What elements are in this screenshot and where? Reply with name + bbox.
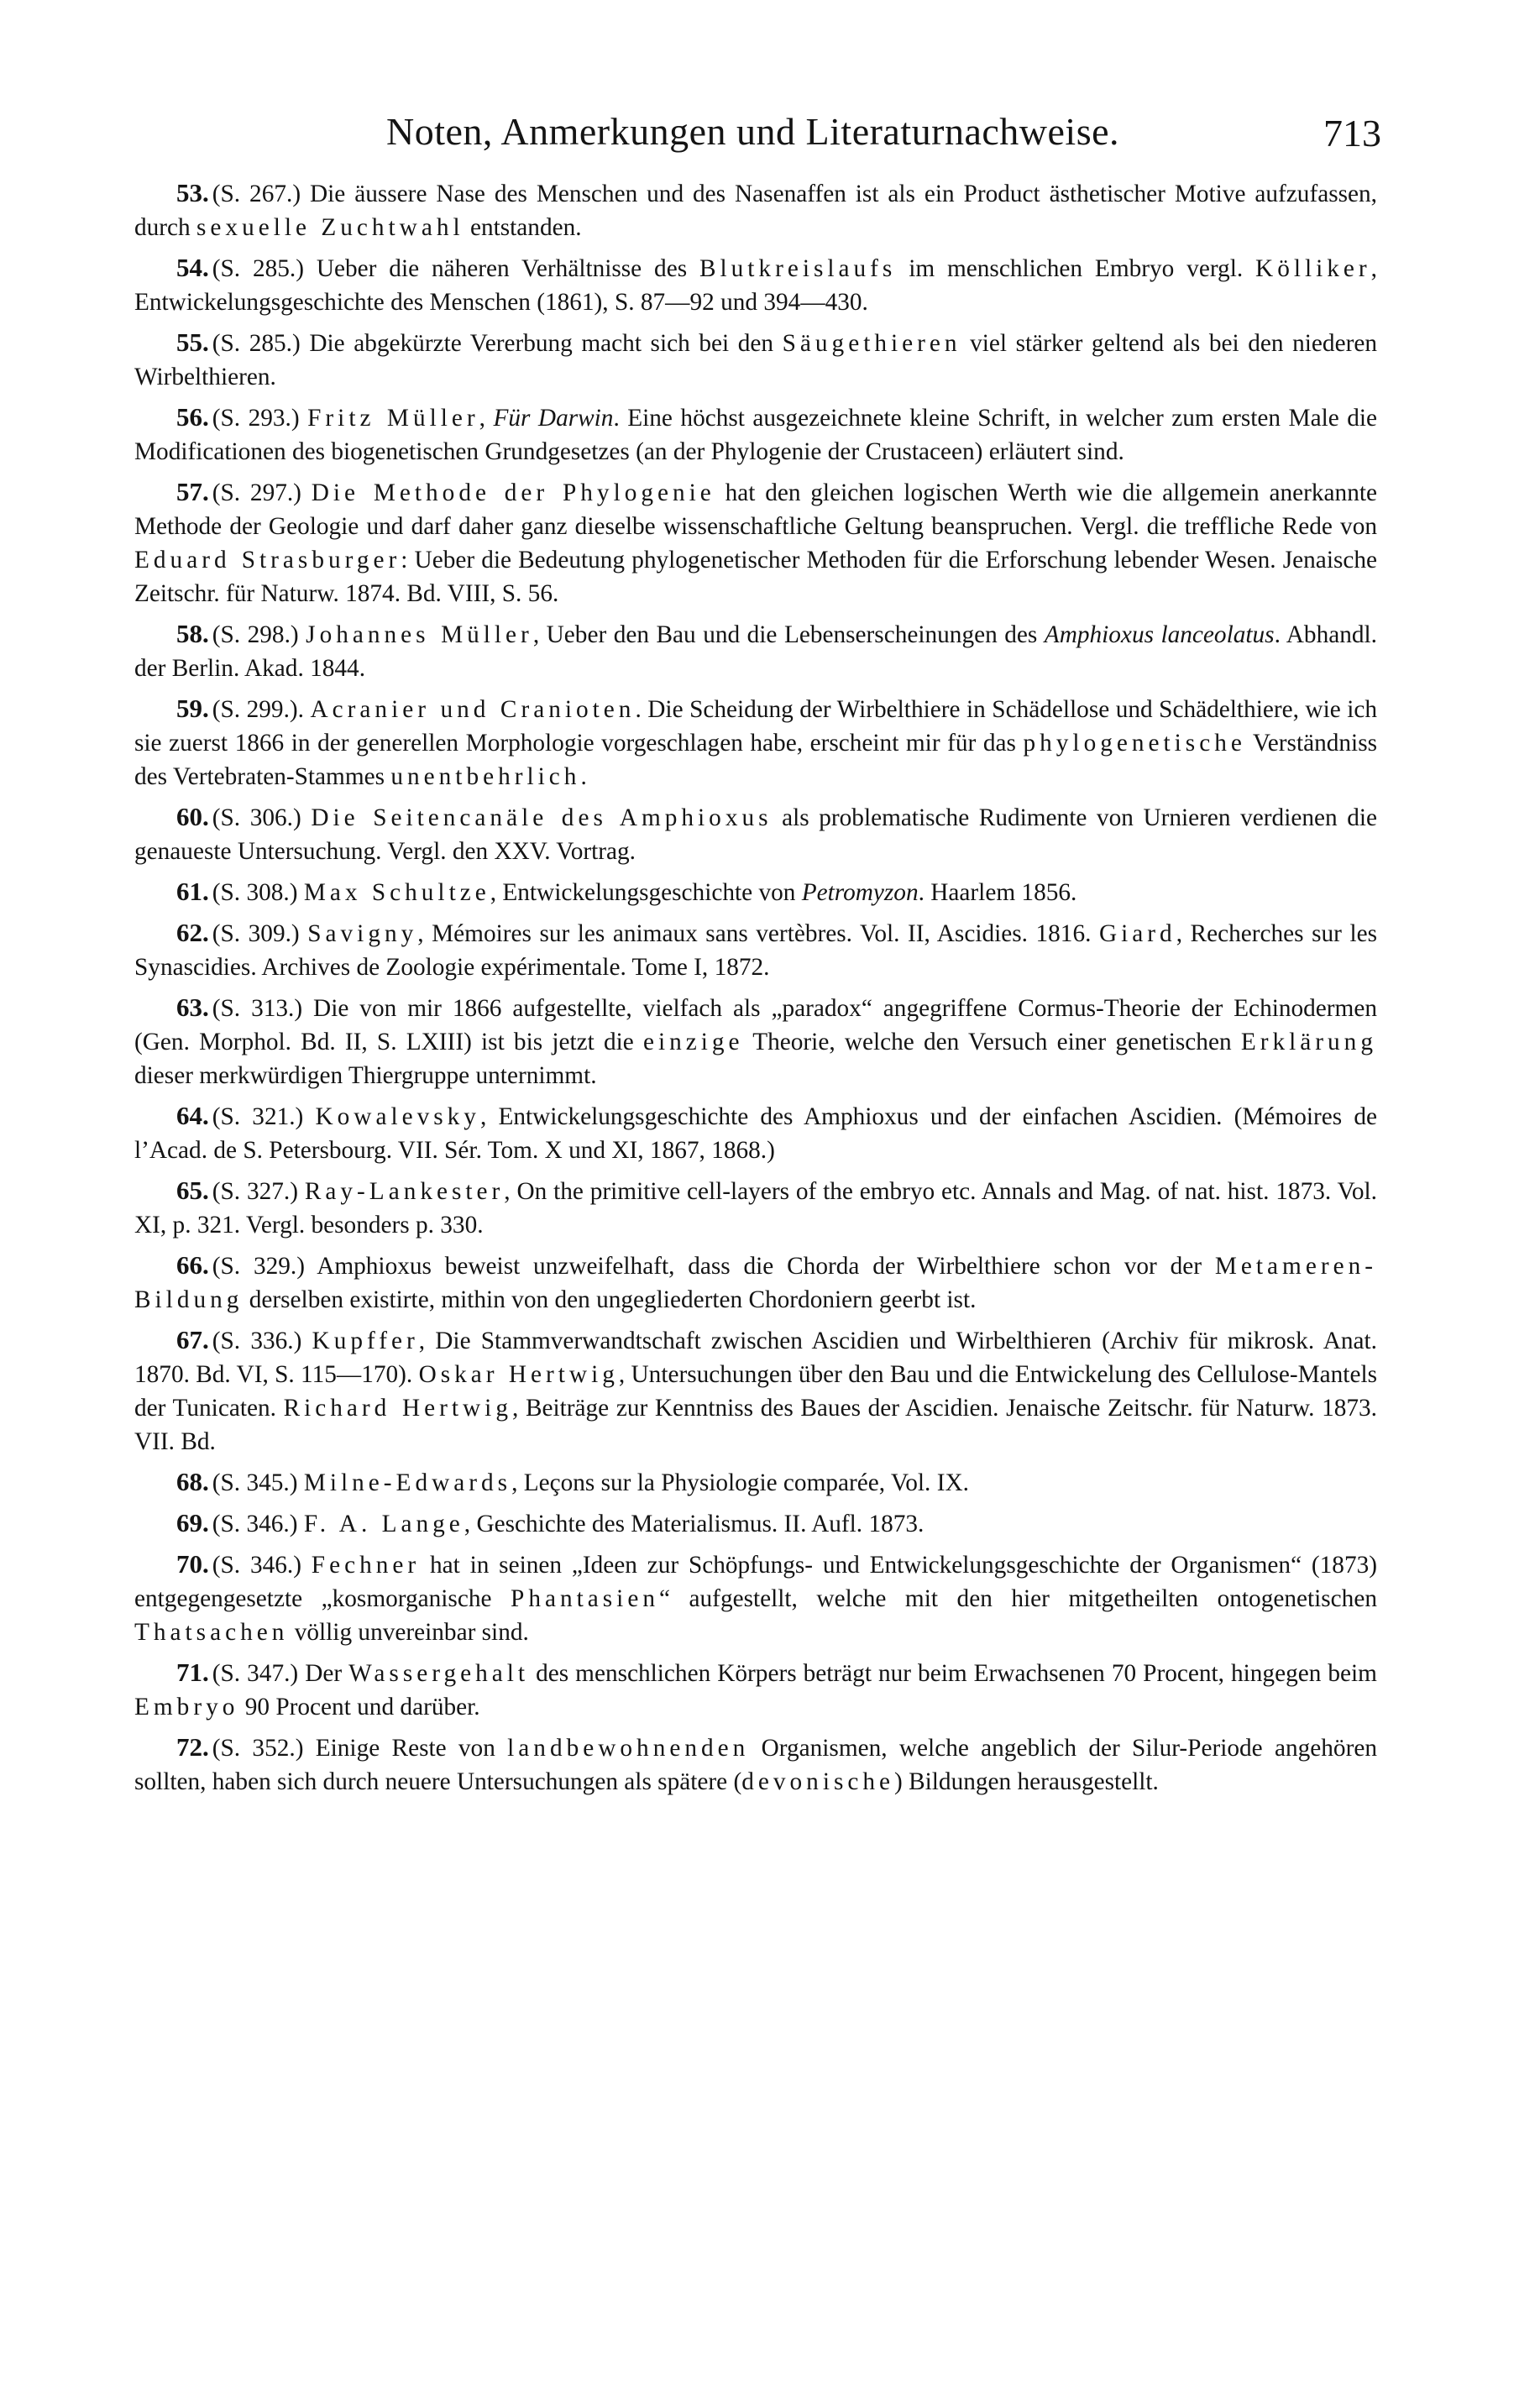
note-page-reference: (S. 347.) — [212, 1660, 299, 1687]
note-number: 67. — [176, 1325, 209, 1354]
note-text: Theorie, welche den Versuch einer genetischen — [743, 1029, 1241, 1055]
note-number: 56. — [176, 402, 209, 432]
emphasized-text: Phantasien — [511, 1585, 659, 1612]
emphasized-text: Wassergehalt — [348, 1660, 530, 1687]
note-page-reference: (S. 346.) — [212, 1552, 301, 1579]
note-text: Die von mir 1866 aufgestellte, vielfach als „paradox“ angegriffene Cormus-Theorie der Echinodermen (Gen. Morphol. Bd. II, S. LXIII) ist bis jetzt die — [134, 995, 1377, 1055]
note-number: 68. — [176, 1467, 209, 1496]
note-60 — [134, 800, 1377, 868]
note-text: , Die Stammverwandtschaft zwischen Ascidien und Wirbelthieren (Archiv für mikrosk. Anat. 1870. Bd. VI, S. 115—170). — [134, 1328, 1377, 1388]
note-59 — [134, 692, 1377, 793]
emphasized-text: Max Schultze — [303, 879, 490, 906]
note-text — [297, 1511, 303, 1537]
note-page-reference: (S. 267.) — [212, 181, 301, 207]
note-text: Organismen, welche angeblich der Silur-Periode angehören sollten, haben sich durch neuere Untersuchungen als spätere ( — [134, 1735, 1377, 1795]
note-text: Der — [298, 1660, 349, 1687]
note-67 — [134, 1323, 1377, 1459]
note-text — [299, 621, 306, 648]
note-text: völlig unvereinbar sind. — [288, 1619, 529, 1646]
note-text: 90 Procent und darüber. — [238, 1694, 480, 1720]
note-text: , Beiträge zur Kenntniss des Baues der Ascidien. Jenaische Zeitschr. für Naturw. 1873. VII. Bd. — [134, 1395, 1378, 1455]
note-number: 54. — [176, 253, 209, 282]
italic-title: Petromyzon — [801, 879, 919, 906]
note-text: viel stärker geltend als bei den niederen Wirbelthieren. — [134, 330, 1377, 390]
note-number: 59. — [176, 694, 209, 723]
emphasized-text: einzige — [642, 1029, 744, 1055]
note-64 — [134, 1099, 1377, 1167]
note-text: als problematische Rudimente von Urnieren verdienen die genaueste Untersuchung. Vergl. den XXV. Vortrag. — [134, 804, 1378, 865]
note-text: Die äussere Nase des Menschen und des Nasenaffen ist als ein Product ästhetischer Motive aufzufassen, durch — [134, 181, 1377, 241]
note-page-reference: (S. 327.) — [212, 1178, 298, 1205]
note-number: 58. — [176, 619, 209, 648]
note-number: 69. — [176, 1508, 209, 1537]
note-number: 66. — [176, 1250, 209, 1280]
note-text: im menschlichen Embryo vergl. — [896, 255, 1256, 282]
emphasized-text: Thatsachen — [134, 1619, 289, 1646]
note-text — [301, 804, 312, 831]
note-text: Ueber die näheren Verhältnisse des — [304, 255, 699, 282]
note-page-reference: (S. 352.) — [212, 1735, 304, 1762]
note-66 — [134, 1249, 1377, 1317]
running-title: Noten, Anmerkungen und Literaturnachweise. — [386, 110, 1120, 153]
note-text: , Geschichte des Materialismus. II. Aufl. 1873. — [464, 1511, 925, 1537]
note-68 — [134, 1465, 1377, 1500]
italic-title: Amphioxus lanceolatus — [1044, 621, 1275, 648]
note-number: 62. — [176, 918, 209, 947]
notes-list — [134, 176, 1377, 1799]
note-text: , Ueber den Bau und die Lebenserscheinungen des — [532, 621, 1045, 648]
emphasized-text: Fechner — [311, 1552, 421, 1579]
note-57 — [134, 475, 1377, 610]
note-number: 70. — [176, 1549, 209, 1579]
note-text: . Eine höchst ausgezeichnete kleine Schrift, in welcher zum ersten Male die Modificationen des biogenetischen Grundgesetzes (an der Phylogenie der Crustaceen) erläutert sind. — [134, 405, 1378, 465]
emphasized-text: sexuelle Zuchtwahl — [196, 214, 464, 241]
emphasized-text: Fritz Müller — [307, 405, 479, 432]
note-text — [300, 405, 307, 432]
note-page-reference: (S. 308.) — [212, 879, 298, 906]
emphasized-text: Johannes Müller — [306, 621, 533, 648]
note-page-reference: (S. 313.) — [212, 995, 303, 1022]
note-text: , On the primitive cell-layers of the embryo etc. Annals and Mag. of nat. hist. 1873. Vol. XI, p. 321. Vergl. besonders p. 330. — [134, 1178, 1377, 1239]
note-53 — [134, 176, 1377, 244]
note-number: 61. — [176, 877, 209, 906]
note-text: ) Bildungen herausgestellt. — [894, 1768, 1159, 1795]
note-55 — [134, 326, 1377, 394]
note-text: , Entwickelungsgeschichte des Menschen (1861), S. 87—92 und 394—430. — [134, 255, 1377, 316]
note-63 — [134, 991, 1377, 1092]
note-54 — [134, 251, 1377, 319]
emphasized-text: Eduard Strasburger — [134, 547, 401, 573]
note-text — [304, 696, 311, 723]
note-70 — [134, 1548, 1377, 1649]
note-72 — [134, 1731, 1377, 1799]
emphasized-text: Acranier und Cranioten — [310, 696, 636, 723]
emphasized-text: devonische — [741, 1768, 895, 1795]
note-62 — [134, 916, 1377, 984]
note-number: 72. — [176, 1732, 209, 1762]
note-text: entstanden. — [464, 214, 582, 241]
emphasized-text: Kölliker — [1255, 255, 1371, 282]
note-text — [301, 1328, 312, 1354]
note-text: , Mémoires sur les animaux sans vertèbres. Vol. II, Ascidies. 1816. — [417, 920, 1099, 947]
note-71 — [134, 1656, 1377, 1724]
note-text: derselben existirte, mithin von den ungegliederten Chordoniern geerbt ist. — [243, 1286, 977, 1313]
note-69 — [134, 1506, 1377, 1541]
note-page-reference: (S. 285.) — [212, 330, 301, 357]
note-text — [301, 1552, 312, 1579]
note-58 — [134, 617, 1377, 685]
page-header — [134, 101, 1381, 168]
note-text: Die abgekürzte Vererbung macht sich bei den — [300, 330, 783, 357]
italic-title: Für Darwin — [493, 405, 614, 432]
note-text — [303, 1103, 315, 1130]
note-number: 53. — [176, 178, 209, 207]
note-text — [301, 479, 312, 506]
note-page-reference: (S. 299.). — [212, 696, 304, 723]
note-number: 60. — [176, 802, 209, 831]
emphasized-text: Kowalevsky — [315, 1103, 480, 1130]
note-number: 65. — [176, 1176, 209, 1205]
emphasized-text: landbewohnenden — [507, 1735, 750, 1762]
note-page-reference: (S. 321.) — [212, 1103, 304, 1130]
emphasized-text: Richard Hertwig — [283, 1395, 512, 1422]
emphasized-text: Embryo — [134, 1694, 239, 1720]
note-text: . — [580, 763, 587, 790]
note-65 — [134, 1174, 1377, 1242]
note-text: . Abhandl. der Berlin. Akad. 1844. — [134, 621, 1377, 682]
note-text: . Die Scheidung der Wirbelthiere in Schädellose und Schädelthiere, wie ich sie zuerst 1866 in der generellen Morphologie vorgeschlagen habe, erscheint mir für das — [134, 696, 1378, 757]
note-page-reference: (S. 336.) — [212, 1328, 302, 1354]
note-page-reference: (S. 297.) — [212, 479, 301, 506]
note-text — [297, 1469, 303, 1496]
note-text: Verständniss des Vertebraten-Stammes — [134, 730, 1377, 790]
emphasized-text: Giard — [1098, 920, 1176, 947]
emphasized-text: Oskar Hertwig — [418, 1361, 619, 1388]
note-page-reference: (S. 285.) — [212, 255, 305, 282]
emphasized-text: Milne-Edwards — [303, 1469, 512, 1496]
note-page-reference: (S. 345.) — [212, 1469, 298, 1496]
note-page-reference: (S. 346.) — [212, 1511, 298, 1537]
emphasized-text: Kupffer — [312, 1328, 419, 1354]
note-text: Einige Reste von — [303, 1735, 508, 1762]
note-text: , Untersuchungen über den Bau und die Entwickelung des Cellulose-Mantels der Tunicaten. — [134, 1361, 1377, 1422]
note-number: 55. — [176, 327, 209, 357]
emphasized-text: Ray-Lankester — [304, 1178, 505, 1205]
note-page-reference: (S. 329.) — [212, 1253, 305, 1280]
note-text — [298, 1178, 305, 1205]
note-page-reference: (S. 306.) — [212, 804, 301, 831]
note-text: “ aufgestellt, welche mit den hier mitgetheilten ontogenetischen — [658, 1585, 1377, 1612]
note-number: 63. — [176, 992, 209, 1022]
note-61 — [134, 875, 1377, 909]
note-page-reference: (S. 293.) — [212, 405, 300, 432]
document-page — [134, 101, 1381, 2301]
emphasized-text: Säugethieren — [782, 330, 961, 357]
note-text: dieser merkwürdigen Thiergruppe unternimmt. — [134, 1062, 597, 1089]
emphasized-text: Die Methode der Phylogenie — [311, 479, 715, 506]
emphasized-text: Savigny — [307, 920, 418, 947]
page-number: 713 — [1323, 112, 1381, 155]
note-text: hat in seinen „Ideen zur Schöpfungs- und Entwickelungsgeschichte der Organismen“ (1873) entgegengesetzte „kosmorganische — [134, 1552, 1378, 1612]
emphasized-text: Erklärung — [1240, 1029, 1377, 1055]
note-text: , Leçons sur la Physiologie comparée, Vol. IX. — [511, 1469, 969, 1496]
note-page-reference: (S. 309.) — [212, 920, 300, 947]
note-text: hat den gleichen logischen Werth wie die allgemein anerkannte Methode der Geologie und darf daher ganz dieselbe wissenschaftliche Geltung beanspruchen. Vergl. die treffliche Rede von — [134, 479, 1377, 540]
note-text: , Entwickelungsgeschichte des Amphioxus und der einfachen Ascidien. (Mémoires de l’Acad. de S. Petersbourg. VII. Sér. Tom. X und XI, 1867, 1868.) — [134, 1103, 1377, 1164]
note-number: 57. — [176, 477, 209, 506]
note-text: : Ueber die Bedeutung phylogenetischer Methoden für die Erforschung lebender Wesen. Jenaische Zeitschr. für Naturw. 1874. Bd. VIII, S. 56. — [134, 547, 1378, 607]
emphasized-text: unentbehrlich — [390, 763, 581, 790]
note-text: . Haarlem 1856. — [918, 879, 1077, 906]
emphasized-text: Die Seitencanäle des Amphioxus — [311, 804, 773, 831]
note-text — [297, 879, 303, 906]
emphasized-text: Metameren-Bildung — [134, 1253, 1378, 1313]
note-text: des menschlichen Körpers beträgt nur beim Erwachsenen 70 Procent, hingegen beim — [529, 1660, 1377, 1687]
note-page-reference: (S. 298.) — [212, 621, 299, 648]
note-text: , Entwickelungsgeschichte von — [490, 879, 802, 906]
emphasized-text: F. A. Lange — [303, 1511, 464, 1537]
note-text: , Recherches sur les Synascidies. Archives de Zoologie expérimentale. Tome I, 1872. — [134, 920, 1377, 981]
note-number: 64. — [176, 1101, 209, 1130]
note-text: , — [479, 405, 494, 432]
note-text: Amphioxus beweist unzweifelhaft, dass die Chorda der Wirbelthiere schon vor der — [304, 1253, 1215, 1280]
note-number: 71. — [176, 1658, 209, 1687]
emphasized-text: Blutkreislaufs — [699, 255, 897, 282]
emphasized-text: phylogenetische — [1023, 730, 1246, 757]
note-56 — [134, 401, 1377, 469]
note-text — [300, 920, 308, 947]
